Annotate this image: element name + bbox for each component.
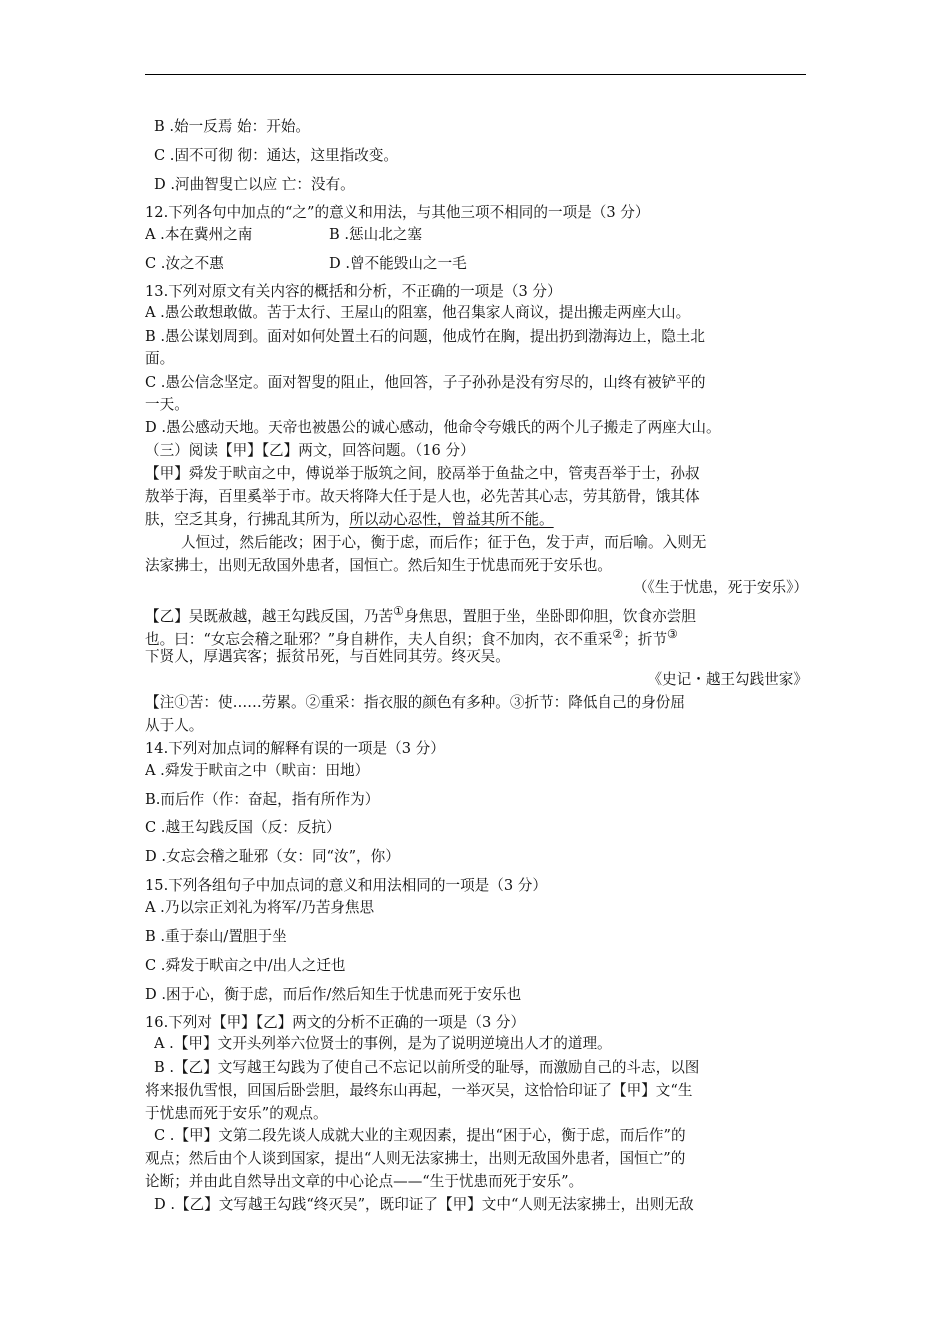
question-15: 15.下列各组句子中加点词的意义和用法相同的一项是（3 分）: [145, 877, 547, 894]
option-b: B .【乙】文写越王勾践为了使自己不忘记以前所受的耻辱，而激励自己的斗志，以图: [154, 1059, 700, 1076]
footnote-marker: ①: [393, 604, 405, 618]
emphasis-char: 彻: [218, 147, 233, 164]
source-citation: 《史记・越王勾践世家》: [647, 671, 808, 688]
footnote-marker: ③: [667, 627, 678, 641]
option-c: C .越王勾践反国（反：反抗）: [145, 819, 341, 836]
question-13: 13.下列对原文有关内容的概括和分析，不正确的一项是（3 分）: [145, 283, 562, 300]
option-d: D .女忘会稽之耻邪（女：同“汝”，你）: [145, 848, 400, 865]
option-d: D .曾不能毁山之一毛: [329, 255, 467, 272]
question-16: 16.下列对【甲】【乙】两文的分析不正确的一项是（3 分）: [145, 1014, 526, 1031]
emphasis-char: 之: [422, 255, 438, 272]
emphasis-char: 泰: [194, 928, 209, 945]
emphasis-char: 之: [238, 957, 254, 974]
passage-yi: [145, 601, 809, 627]
option-a: A .舜发于畎亩之中（畎亩：田地）: [145, 762, 370, 779]
passage-yi-text: 身焦思，置胆于坐，坐卧即仰胆，饮食亦尝胆: [404, 607, 696, 625]
emphasis-char: 塞: [407, 226, 422, 243]
passage-jia-text: 肤，空乏其身，行拂乱其所为，: [145, 511, 350, 528]
header-rule: [145, 74, 806, 75]
option-c: C .舜发于畎亩之中/出人之迁也: [145, 957, 346, 974]
passage-yi-text: 也。曰：“女忘会稽之耻邪？”身自耕作，夫人自织；食不加肉，衣不重采: [145, 630, 613, 648]
option-c: C .【甲】文第二段先谈人成就大业的主观因素，提出“困于心，衡于虑，而后作”的: [154, 1127, 686, 1144]
emphasis-char: 之: [180, 255, 195, 272]
passage-jia: [145, 510, 809, 530]
text-line: 论断；并由此自然导出文章的中心论点——“生于忧患而死于安乐”。: [145, 1173, 584, 1190]
annotation: 从于人。: [145, 717, 204, 734]
underlined-sentence: 所以动心忍性，曾益其所不能。: [349, 511, 554, 528]
emphasis-char: 国: [238, 819, 254, 836]
text-line: 面。: [145, 350, 175, 367]
question-12: 12.下列各句中加点的“之”的意义和用法，与其他三项不相同的一项是（3 分）: [145, 204, 650, 221]
section-heading: （三）阅读【甲】【乙】两文，回答问题。（16 分）: [145, 442, 475, 459]
option-b: B .惩山北之塞: [329, 226, 422, 243]
emphasis-char: 乃: [164, 899, 180, 916]
passage-jia: 【甲】舜发于畎亩之中，傅说举于版筑之间，胶鬲举于鱼盐之中，管夷吾举于士，孙叔: [145, 465, 700, 482]
passage-jia: 敖举于海，百里奚举于市。故天将降大任于是人也，必先苦其心志，劳其筋骨，饿其体: [145, 488, 700, 505]
source-citation: （《生于忧患，死于安乐》）: [632, 579, 808, 596]
option-b: B .重于泰山/置胆于坐: [145, 928, 287, 945]
question-14: 14.下列对加点词的解释有误的一项是（3 分）: [145, 740, 445, 757]
text-line: 于忧患而死于安乐”的观点。: [145, 1105, 328, 1122]
emphasis-char: 女: [165, 848, 181, 865]
text-line: D .愚公感动天地。天帝也被愚公的诚心感动，他命令夸娥氏的两个儿子搬走了两座大山。: [145, 419, 721, 436]
option-c: C .汝之不惠: [145, 255, 224, 272]
option-row: [145, 254, 809, 274]
option-a: A .乃以宗正刘礼为将军/乃苦身焦思: [145, 899, 375, 916]
text-line: D .河曲智叟亡以应 亡：没有。: [154, 176, 355, 193]
option-d: D .困于心，衡于虑，而后作/然后知生于忧患而死于安乐也: [145, 986, 522, 1003]
option-row: [145, 225, 809, 245]
passage-yi-text: 【乙】吴既赦越，越王勾践反国，乃苦: [145, 607, 394, 625]
passage-jia: 法家拂士，出则无敌国外患者，国恒亡。然后知生于忧患而死于安乐也。: [145, 557, 613, 574]
text-line: B .愚公谋划周到。面对如何处置土石的问题，他成竹在胸，提出扔到渤海边上，隐土北: [145, 328, 705, 345]
text-line: 一天。: [145, 396, 189, 413]
emphasis-char: 始: [174, 118, 189, 135]
footnote-marker: ②: [612, 627, 624, 641]
emphasis-char: 发: [179, 762, 195, 779]
text-line: C .固不可彻 彻：通达，这里指改变。: [154, 147, 399, 164]
text-line: B .始一反焉 始：开始。: [154, 118, 311, 135]
option-d: D .【乙】文写越王勾践“终灭吴”，既印证了【甲】文中“人则无法家拂士，出则无敌: [154, 1196, 694, 1213]
option-a: A .本在冀州之南: [145, 226, 253, 243]
emphasis-char: 南: [237, 226, 253, 243]
emphasis-char: 而: [282, 986, 298, 1003]
text-line: A .愚公敢想敢做。苦于太行、王屋山的阻塞，他召集家人商议，提出搬走两座大山。: [145, 304, 691, 321]
passage-yi-text: ；折节: [623, 630, 668, 648]
text-line: 观点；然后由个人谈到国家，提出“人则无法家拂士，出则无敌国外患者，国恒亡”的: [145, 1150, 686, 1167]
emphasis-char: 作: [189, 791, 205, 808]
text-line: C .愚公信念坚定。面对智叟的阻止，他回答，子子孙孙是没有穷尽的，山终有被铲平的: [145, 374, 706, 391]
passage-yi: 下贤人，厚遇宾客；振贫吊死，与百姓同其劳。终灭吴。: [145, 648, 510, 665]
option-a: A .【甲】文开头列举六位贤士的事例，是为了说明逆境出人才的道理。: [154, 1035, 612, 1052]
passage-yi: [145, 624, 809, 650]
text-line: 将来报仇雪恨，回国后卧尝胆，最终东山再起，一举灭吴，这恰恰印证了【甲】文“生: [145, 1082, 693, 1099]
passage-jia: 人恒过，然后能改；困于心，衡于虑，而后作；征于色，发于声，而后喻。入则无: [181, 534, 707, 551]
option-b: B.而后作（作：奋起，指有所作为）: [145, 791, 380, 808]
emphasis-char: 亡: [233, 176, 248, 193]
annotation: 【注①苦：使……劳累。②重采：指衣服的颜色有多种。③折节：降低自己的身份屈: [145, 694, 685, 711]
